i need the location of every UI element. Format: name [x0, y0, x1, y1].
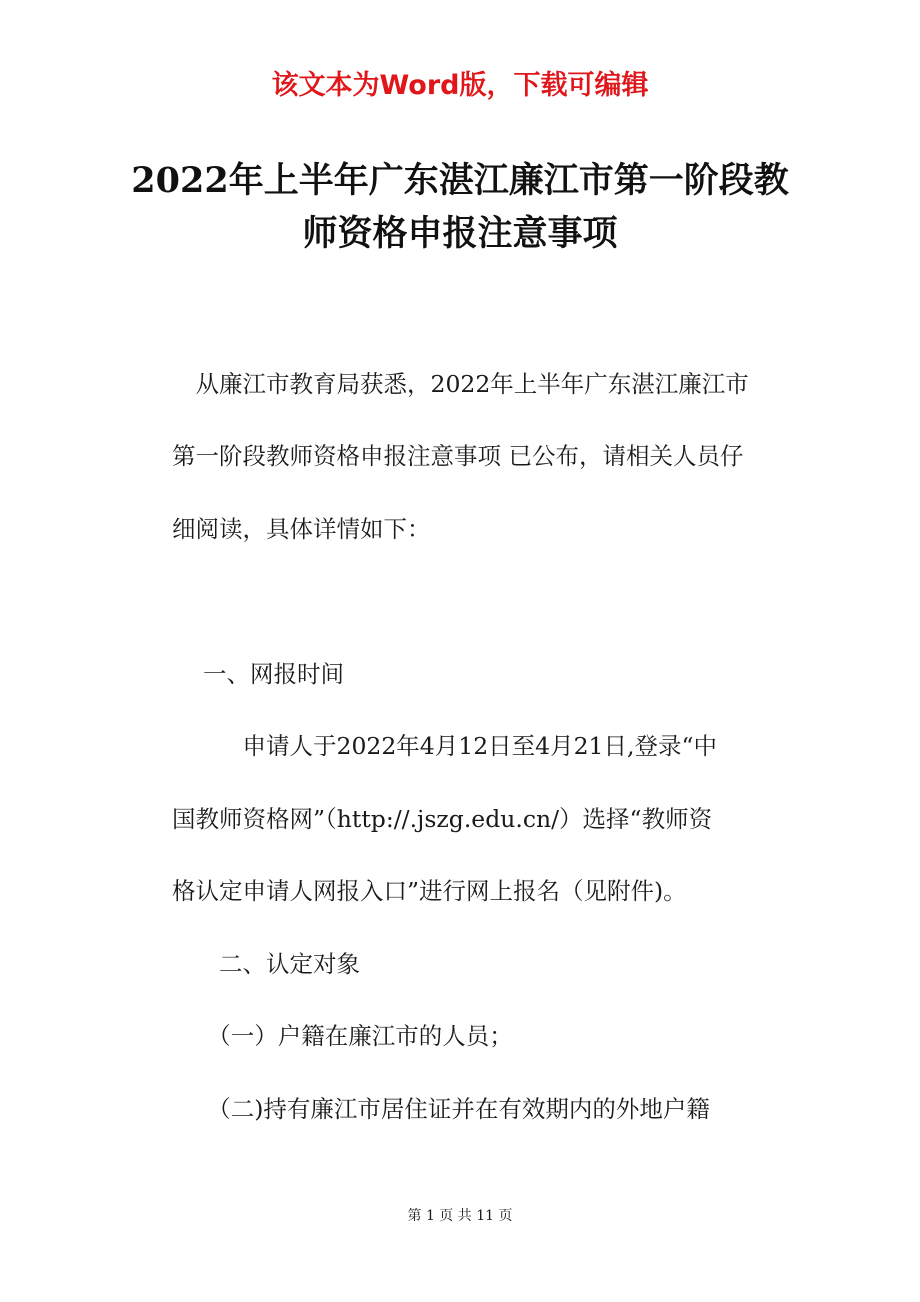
section-1-line-1: 申请人于2022年4月12日至4月21日,登录“中: [172, 732, 717, 760]
watermark-banner: 该文本为Word版，下载可编辑: [271, 70, 649, 101]
document-title-line-1: 2022年上半年广东湛江廉江市第一阶段教: [131, 160, 789, 201]
section-2-item-1: （一）户籍在廉江市的人员；: [172, 1022, 513, 1050]
intro-line-1: 从廉江市教育局获悉，2022年上半年广东湛江廉江市: [172, 370, 749, 398]
page-footer: 第 1 页 共 11 页: [407, 1208, 513, 1224]
intro-line-2: 第一阶段教师资格申报注意事项 已公布，请相关人员仔: [172, 442, 744, 470]
intro-line-3: 细阅读，具体详情如下：: [172, 515, 431, 543]
document-title-line-2: 师资格申报注意事项: [302, 213, 618, 254]
section-2-item-2: （二)持有廉江市居住证并在有效期内的外地户籍: [172, 1095, 710, 1123]
section-1-line-2: 国教师资格网”（http://.jszg.edu.cn/）选择“教师资: [172, 805, 713, 833]
section-1-heading: 一、网报时间: [172, 660, 344, 688]
section-2-heading: 二、认定对象: [172, 950, 360, 978]
section-1-line-3: 格认定申请人网报入口”进行网上报名（见附件)。: [172, 877, 687, 905]
